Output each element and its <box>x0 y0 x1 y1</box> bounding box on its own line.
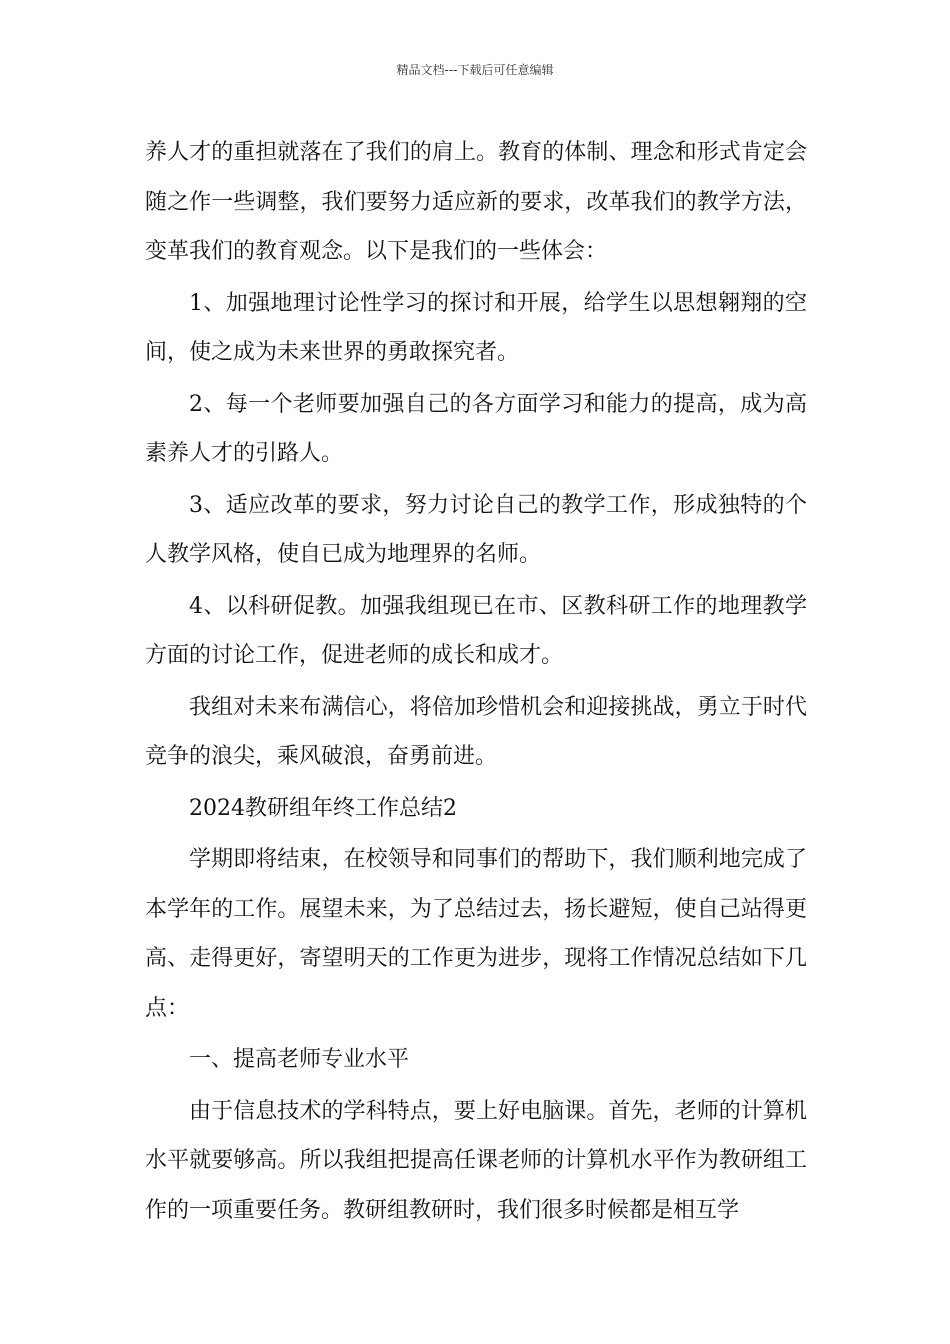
section-title: 2024教研组年终工作总结2 <box>189 795 457 821</box>
paragraph-4: 3、适应改革的要求，努力讨论自己的教学工作，形成独特的个人教学风格，使自已成为地理界的名师。 <box>145 492 807 567</box>
document-body <box>145 128 807 1237</box>
paragraph-5: 4、以科研促教。加强我组现已在市、区教科研工作的地理教学方面的讨论工作，促进老师的成长和成才。 <box>145 593 807 668</box>
paragraph-3: 2、每一个老师要加强自己的各方面学习和能力的提高，成为高素养人才的引路人。 <box>145 391 807 466</box>
paragraph-1: 养人才的重担就落在了我们的肩上。教育的体制、理念和形式肯定会随之作一些调整，我们要努力适应新的要求，改革我们的教学方法，变革我们的教育观念。以下是我们的一些体会： <box>145 140 807 264</box>
subsection-heading: 一、提高老师专业水平 <box>189 1047 410 1072</box>
page-header: 精品文档---下载后可任意编辑 <box>396 63 554 77</box>
paragraph-2: 1、加强地理讨论性学习的探讨和开展，给学生以思想翱翔的空间，使之成为未来世界的勇敢探究者。 <box>145 290 807 365</box>
paragraph-7: 学期即将结束，在校领导和同事们的帮助下，我们顺利地完成了本学年的工作。展望未来，为了总结过去，扬长避短，使自己站得更高、走得更好，寄望明天的工作更为进步，现将工作情况总结如下几点： <box>145 847 807 1021</box>
paragraph-8: 由于信息技术的学科特点，要上好电脑课。首先，老师的计算机水平就要够高。所以我组把提高任课老师的计算机水平作为教研组工作的一项重要任务。教研组教研时，我们很多时候都是相互学 <box>145 1098 807 1223</box>
paragraph-6: 我组对未来布满信心，将倍加珍惜机会和迎接挑战，勇立于时代竞争的浪尖，乘风破浪，奋勇前进。 <box>145 694 807 769</box>
